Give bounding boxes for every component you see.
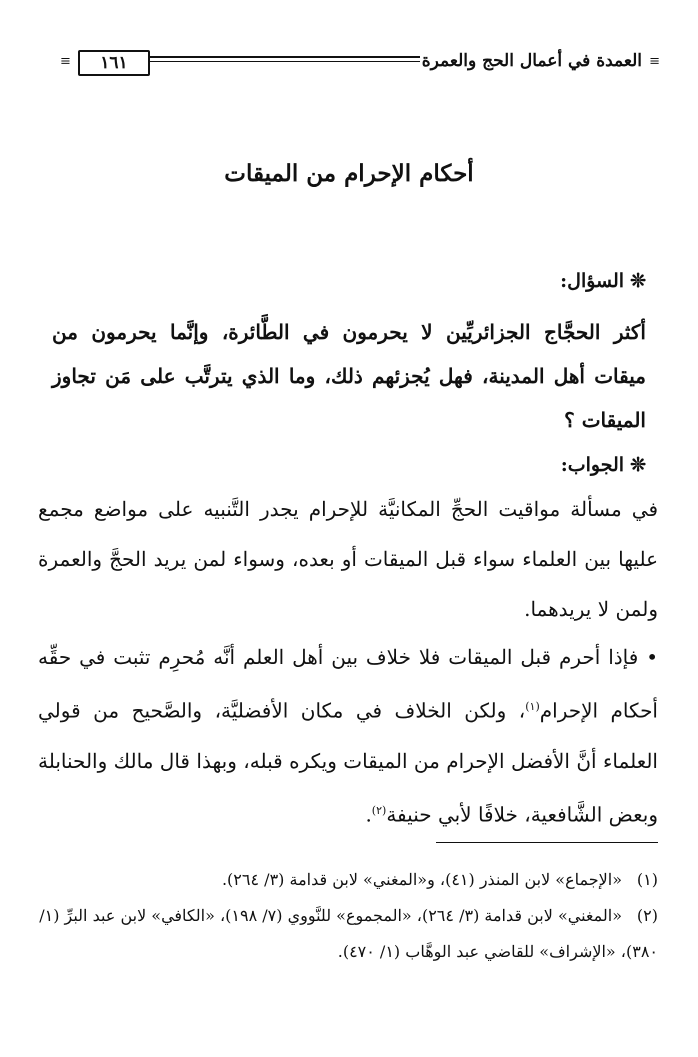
chapter-title: أحكام الإحرام من الميقات bbox=[224, 160, 474, 187]
footnote-reference[interactable]: (٢) bbox=[371, 803, 387, 817]
footnote-number: (٢) bbox=[636, 906, 658, 925]
running-header bbox=[60, 50, 660, 76]
footnote bbox=[38, 898, 658, 970]
page-number: ١٦١ bbox=[78, 50, 150, 76]
footnote-text: «الإجماع» لابن المنذر (٤١)، و«المغني» لابن قدامة (٣/ ٢٦٤). bbox=[221, 870, 622, 889]
asterism-icon: ❊ bbox=[630, 454, 646, 476]
header-ornament-icon: ≡ bbox=[60, 54, 71, 69]
question-text: أكثر الحجَّاج الجزائريِّين لا يحرمون في الطَّائرة، وإنَّما يحرمون من ميقات أهل المدينة، فهل يُجزئهم ذلك، وما الذي يترتَّب على مَن تجاوز الميقات ؟ bbox=[52, 320, 646, 432]
footnote bbox=[38, 862, 658, 898]
asterism-icon: ❊ bbox=[630, 270, 646, 292]
footnote-text: «المغني» لابن قدامة (٣/ ٢٦٤)، «المجموع» للنَّووي (٧/ ١٩٨)، «الكافي» لابن عبد البرِّ (١/ ٣٨٠)، «الإشراف» للقاضي عبد الوهَّاب (١/ ٤٧٠). bbox=[39, 906, 658, 961]
answer-paragraph: في مسألة مواقيت الحجِّ المكانيَّة للإحرام يجدر التَّنبيه على مواضع مجمع عليها بين العلماء سواء قبل الميقات أو بعده، وسواء لمن يريد الحجَّ والعمرة ولمن لا يريدهما. bbox=[38, 497, 658, 621]
answer-label: ❊الجواب: bbox=[560, 454, 646, 476]
header-ornament-icon: ≡ bbox=[649, 54, 660, 69]
running-header-title: العمدة في أعمال الحج والعمرة bbox=[421, 51, 642, 71]
footnote-number: (١) bbox=[636, 870, 658, 889]
header-rule bbox=[150, 56, 420, 62]
question-label: ❊السؤال: bbox=[560, 270, 646, 292]
footnote-separator bbox=[436, 842, 658, 843]
footnote-reference[interactable]: (١) bbox=[525, 700, 540, 713]
answer-paragraph: • فإذا أحرم قبل الميقات فلا خلاف بين أهل العلم أنَّه مُحرِم تثبت في حقِّه أحكام الإحرام$^{(١)}$، ولكن الخلاف في مكان الأفضليَّة، والصَّحيح من قولي العلماء أنَّ الأفضل الإحرام من الميقات ويكره قبله، وبهذا قال مالك والحنابلة وبعض الشَّافعية، خلافًا لأبي حنيفة$^{(٢)}$. bbox=[38, 645, 658, 827]
